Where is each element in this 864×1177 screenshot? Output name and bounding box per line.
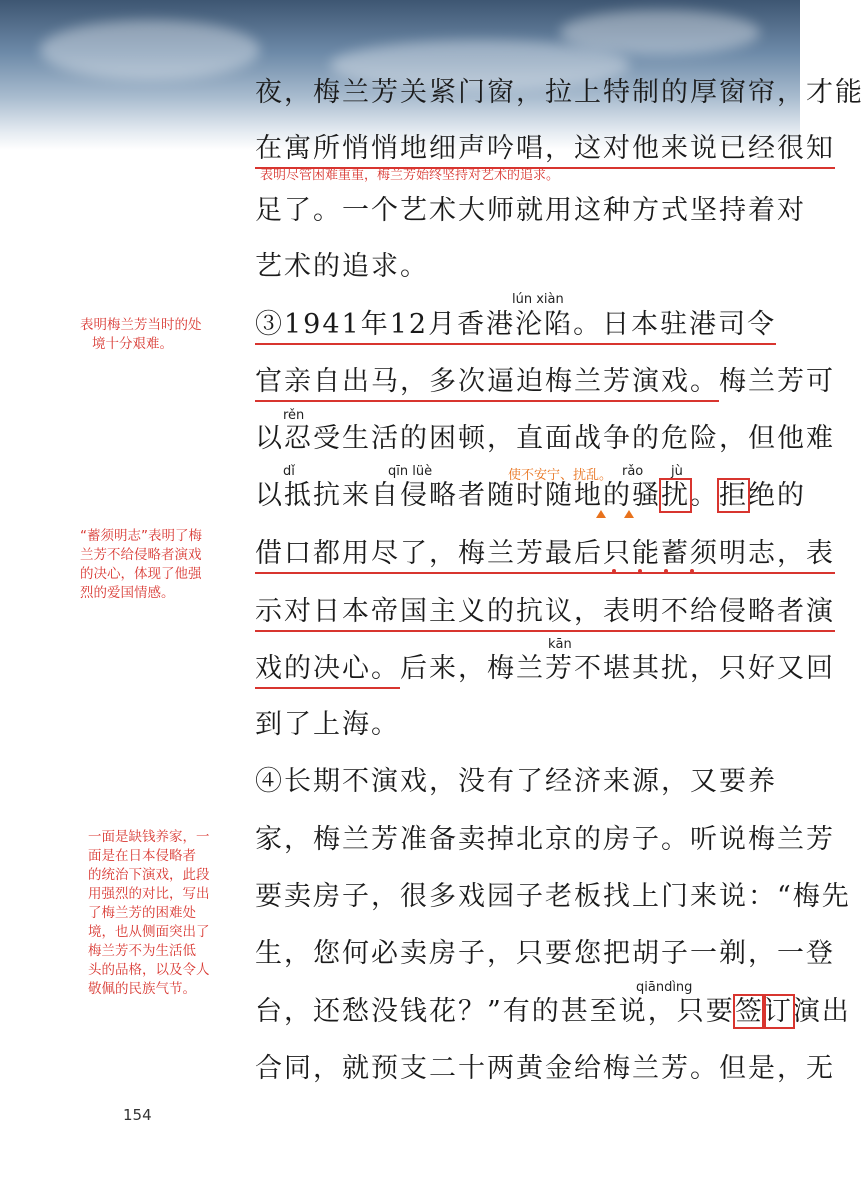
text-line: 以忍受生活的困顿，直面战争的危险，但他难 [255,423,835,454]
text-line: 夜，梅兰芳关紧门窗，拉上特制的厚窗帘，才能 [255,77,864,108]
boxed-character: 订 [763,996,793,1027]
page-number: 154 [123,1106,152,1124]
text-line: 家，梅兰芳准备卖掉北京的房子。听说梅兰芳 [255,824,835,855]
text-line: 艺术的追求。 [255,251,429,282]
emphasis-dot [664,569,668,573]
text-line [255,653,835,684]
emphasis-dot [612,569,616,573]
text-line: 生，您何必卖房子，只要您把胡子一剃，一登 [255,938,835,969]
text-line: 足了。一个艺术大师就用这种方式坚持着对 [255,195,806,226]
text-span: 。 [690,480,719,511]
text-line [255,538,835,569]
text-line: ④长期不演戏，没有了经济来源，又要养 [255,766,777,797]
text-span: 梅兰芳可 [719,366,835,397]
side-note-contrast: 一面是缺钱养家，一 面是在日本侵略者 的统治下演戏，此段 用强烈的对比，写出 了梅兰芳的困难处 境，也从侧面突出了 梅兰芳不为生活低 头的品格，以及令人 敬佩的民族气节。 [88,829,210,997]
emphasis-dot [690,569,694,573]
triangle-marker [596,510,606,518]
pinyin-annotation: rǎo [622,464,644,479]
underlined-text: 官亲自出马，多次逼迫梅兰芳演戏。 [255,366,719,402]
pinyin-annotation: lún xiàn [512,292,564,307]
underlined-text: 戏的决心。 [255,653,400,689]
text-span: 绝的 [748,480,806,511]
inline-annotation: 使不安宁、扰乱。 [508,468,613,483]
text-line: 合同，就预支二十两黄金给梅兰芳。但是，无 [255,1053,835,1084]
pinyin-annotation: dǐ [283,464,295,479]
boxed-character: 拒 [719,480,748,511]
underlined-text: 示对日本帝国主义的抗议，表明不给侵略者演 [255,596,835,632]
cloud-shape [40,20,260,80]
pinyin-annotation: jù [671,464,683,479]
text-line [255,996,851,1027]
text-line [255,133,835,164]
text-line [255,366,835,397]
pinyin-annotation: qīn lüè [388,464,433,479]
text-line [255,596,835,627]
text-line [255,309,777,340]
pinyin-annotation: rěn [283,408,305,423]
inline-annotation: 表明尽管困难重重，梅兰芳始终坚持对艺术的追求。 [260,168,560,183]
underlined-text: 在寓所悄悄地细声吟唱，这对他来说已经很知 [255,133,835,169]
boxed-character: 签 [734,996,764,1027]
side-note-beard-resolve: “蓄须明志”表明了梅 兰芳不给侵略者演戏 的决心，体现了他强 烈的爱国情感。 [80,528,202,601]
text-span: 以抵抗来自侵略者随时随地的骚 [255,480,661,511]
text-line: 到了上海。 [255,709,400,740]
text-line: 要卖房子，很多戏园子老板找上门来说：“梅先 [255,881,851,912]
pinyin-annotation: kān [548,637,572,652]
pinyin-annotation: qiāndìng [636,980,693,995]
text-span: 演出 [792,996,851,1027]
sky-header-image [0,0,864,150]
side-note-difficult-situation: 表明梅兰芳当时的处 境十分艰难。 [80,317,202,352]
text-span: 后来，梅兰芳不堪其扰，只好又回 [400,653,835,684]
text-line [255,480,806,511]
underlined-text: 借口都用尽了，梅兰芳最后只能蓄须明志，表 [255,538,835,574]
boxed-character: 扰 [661,480,690,511]
cloud-shape [560,10,760,55]
underlined-text: ③1941年12月香港沦陷。日本驻港司令 [255,309,776,345]
text-span: 台，还愁没钱花？”有的甚至说，只要 [255,996,735,1027]
triangle-marker [624,510,634,518]
emphasis-dot [638,569,642,573]
